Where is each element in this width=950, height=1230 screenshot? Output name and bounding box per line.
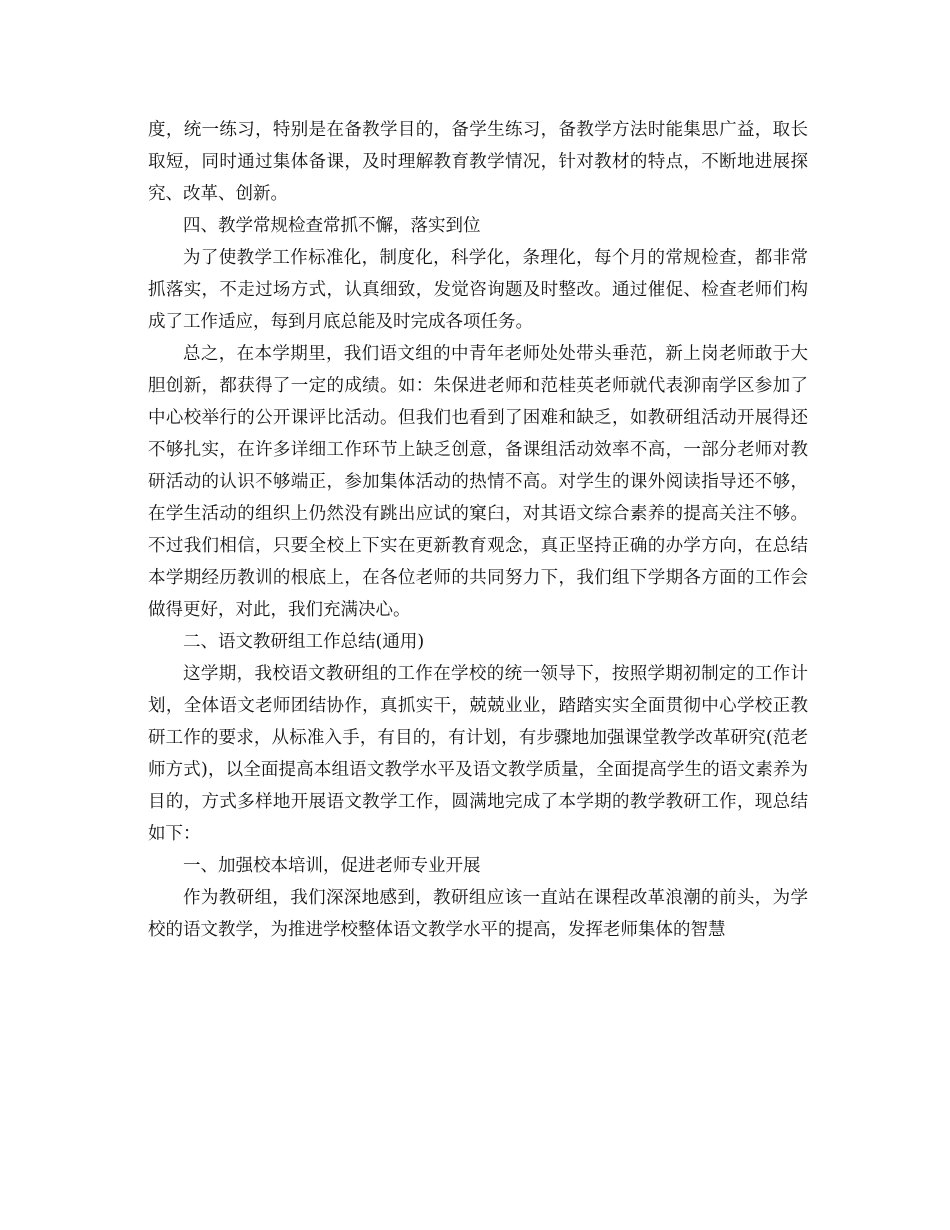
section-heading-work-summary: 二、语文教研组工作总结(通用) (183, 632, 425, 652)
paragraph-summary: 总之，在本学期里，我们语文组的中青年老师处处带头垂范，新上岗老师敢于大胆创新，都获得了一定的成绩。如：朱保进老师和范桂英老师就代表泖南学区参加了中心校举行的公开课评比活动。但我们也看到了困难和缺乏，如教研组活动开展得还不够扎实，在许多详细工作环节上缺乏创意，备课组活动效率不高，一部分老师对教研活动的认识不够端正，参加集体活动的热情不高。对学生的课外阅读指导还不够，在学生活动的组织上仍然没有跳出应试的窠臼，对其语文综合素养的提高关注不够。不过我们相信，只要全校上下实在更新教育观念，真正坚持正确的办学方向，在总结本学期经历教训的根底上，在各位老师的共同努力下，我们组下学期各方面的工作会做得更好，对此，我们充满决心。 (148, 344, 808, 620)
paragraph-continuation: 度，统一练习，特别是在备教学目的，备学生练习，备教学方法时能集思广益，取长取短，同时通过集体备课，及时理解教育教学情况，针对教材的特点，不断地进展探究、改革、创新。 (148, 120, 808, 204)
paragraph-routine-inspection: 为了使教学工作标准化，制度化，科学化，条理化，每个月的常规检查，都非常抓落实，不走过场方式，认真细致，发觉咨询题及时整改。通过催促、检查老师们构成了工作适应，每到月底总能及时完成各项任务。 (148, 248, 808, 332)
section-heading-school-training: 一、加强校本培训，促进老师专业开展 (183, 856, 481, 876)
document-page (148, 114, 808, 946)
paragraph-school-training: 作为教研组，我们深深地感到，教研组应该一直站在课程改革浪潮的前头，为学校的语文教学，为推进学校整体语文教学水平的提高，发挥老师集体的智慧 (148, 888, 808, 940)
paragraph-work-summary-intro: 这学期，我校语文教研组的工作在学校的统一领导下，按照学期初制定的工作计划，全体语文老师团结协作，真抓实干，兢兢业业，踏踏实实全面贯彻中心学校正教研工作的要求，从标准入手，有目的，有计划，有步骤地加强课堂教学改革研究(范老师方式)，以全面提高本组语文教学水平及语文教学质量，全面提高学生的语文素养为目的，方式多样地开展语文教学工作，圆满地完成了本学期的教学教研工作，现总结如下： (148, 664, 808, 844)
section-heading-routine-inspection: 四、教学常规检查常抓不懈，落实到位 (183, 216, 481, 236)
